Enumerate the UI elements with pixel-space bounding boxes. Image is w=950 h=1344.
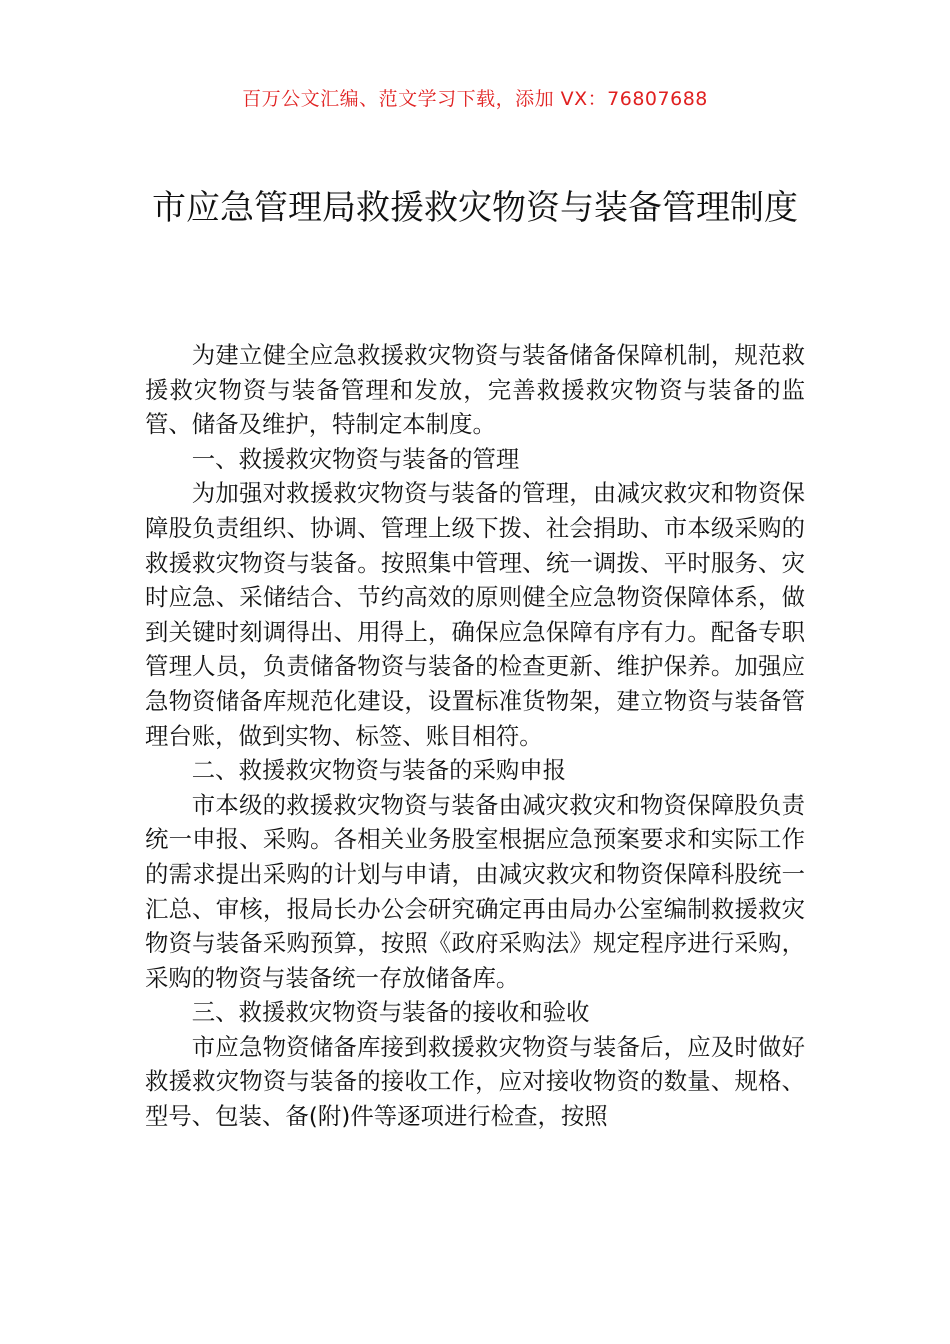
paragraph-section-1: 为加强对救援救灾物资与装备的管理，由减灾救灾和物资保障股负责组织、协调、管理上级下拨、社会捐助、市本级采购的救援救灾物资与装备。按照集中管理、统一调拨、平时服务、灾时应急、采储结合、节约高效的原则健全应急物资保障体系，做到关键时刻调得出、用得上，确保应急保障有序有力。配备专职管理人员，负责储备物资与装备的检查更新、维护保养。加强应急物资储备库规范化建设，设置标准货物架，建立物资与装备管理台账，做到实物、标签、账目相符。 bbox=[145, 479, 805, 750]
document-title: 市应急管理局救援救灾物资与装备管理制度 bbox=[152, 188, 798, 228]
paragraph-intro: 为建立健全应急救援救灾物资与装备储备保障机制，规范救援救灾物资与装备管理和发放，完善救援救灾物资与装备的监管、储备及维护，特制定本制度。 bbox=[145, 341, 805, 439]
section-heading-2: 二、救援救灾物资与装备的采购申报 bbox=[191, 756, 567, 785]
paragraph-section-3: 市应急物资储备库接到救援救灾物资与装备后，应及时做好救援救灾物资与装备的接收工作，应对接收物资的数量、规格、型号、包装、备(附)件等逐项进行检查，按照 bbox=[145, 1032, 805, 1131]
header-note: 百万公文汇编、范文学习下载，添加 VX：76807688 bbox=[242, 88, 708, 110]
section-heading-1: 一、救援救灾物资与装备的管理 bbox=[191, 444, 520, 473]
section-heading-3: 三、救援救灾物资与装备的接收和验收 bbox=[191, 998, 590, 1027]
paragraph-section-2: 市本级的救援救灾物资与装备由减灾救灾和物资保障股负责统一申报、采购。各相关业务股室根据应急预案要求和实际工作的需求提出采购的计划与申请，由减灾救灾和物资保障科股统一汇总、审核，报局长办公会研究确定再由局办公室编制救援救灾物资与装备采购预算，按照《政府采购法》规定程序进行采购，采购的物资与装备统一存放储备库。 bbox=[145, 790, 805, 992]
document-body bbox=[145, 338, 805, 1134]
